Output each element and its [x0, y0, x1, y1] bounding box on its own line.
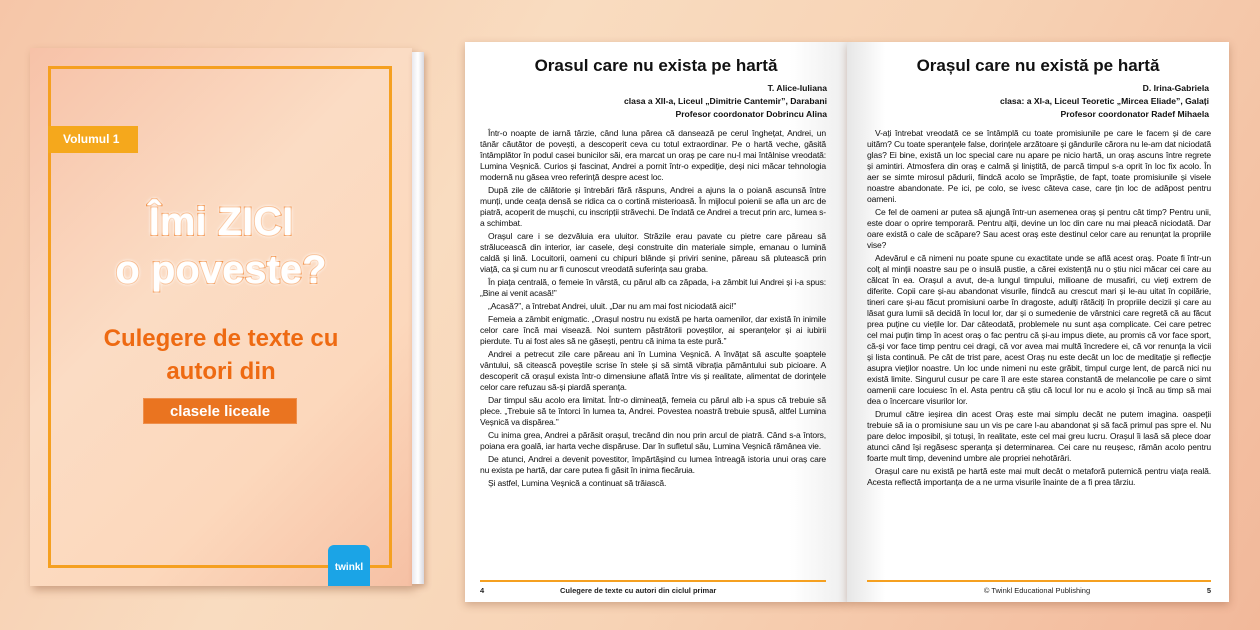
- cover-subtitle-line2: autori din: [166, 358, 276, 385]
- cover-title-line1: Îmi ZICI: [148, 200, 294, 244]
- volume-tag: Volumul 1: [48, 126, 138, 153]
- twinkl-logo: twinkl: [328, 545, 370, 586]
- paragraph: De atunci, Andrei a devenit povestitor, împărtășind cu lumea întreagă istoria unui oraș care nu exista pe hartă, dar care putea fi găsit în inima fiecăruia.: [480, 454, 826, 475]
- book-cover: [30, 48, 412, 586]
- story-body: [480, 128, 826, 491]
- paragraph: Femeia a zâmbit enigmatic. „Orașul nostru nu există pe harta oamenilor, dar există în inimile celor care încă mai visează. Noi suntem păstrătorii poveștilor, ai speranțelor și ai iubirii pierdute. Tu ai fost ales să ne găsești, pentru că inima ta este pură.”: [480, 314, 826, 346]
- paragraph: Dar timpul său acolo era limitat. Într-o dimineață, femeia cu părul alb i-a spus că trebuie să plece. „Trebuie să te întorci în lumea ta, Andrei. Povestea noastră trebuie spusă, altfel Lumina Veșnică va dispărea.”: [480, 395, 826, 427]
- page-number: 5: [1206, 586, 1211, 595]
- paragraph: Adevărul e că nimeni nu poate spune cu exactitate unde se află acest oraș. Poate fi într-un colț al minții noastre sau pe o insulă pustie, a cărei existență nu o știu nici măcar cei care au călcat în ea. Orașul a avut, de-a lungul timpului, milioane de musafiri, cu vieți extrem de diferite. Copii care și-au abandonat visurile, fiindcă au crescut mari și le-au uitat în copilărie, tineri care și-au făcut promisiuni oarbe în dragoste, adulți rătăciți în propriile decizii și care au lăsat gura lumii să decidă în locul lor, dar și o sumedenie de vârstnici care regretă că au făcut prea puține cu viețile lor. Dar câteodată, problemele nu sunt așa complicate. Cei care petrec cel mai puțin timp în acest oraș o fac pentru că și-au impus diete, au promis că vor face sport, că-și vor face timp pentru cei dragi, că vor avea mai multă încredere ei, că vor renunța la vicii și lista continuă. Pe cât de trist pare, acest Oraș nu este decât un loc de meditație și reflecție asupra vieților noastre. Un loc unde nimeni nu este grăbit, timpul curge lent, de parcă nici nu există limite. Singurul cusur pe care îl are este starea constantă de melancolie pe care o simt oamenii care locuiesc în el. Asta pentru că știu că locul lor nu e acolo și încă au timp să mai dea o încercare visurilor lor.: [867, 253, 1211, 406]
- paragraph: După zile de călătorie și întrebări fără răspuns, Andrei a ajuns la o poiană ascunsă între munți, unde ceața densă se ridica ca o cortină misterioasă. În mijlocul poienii se afla un arc de piatră, acoperit de mușchi, cu inscripții străvechi. De îndată ce Andrei a trecut prin arc, lumea s-a schimbat.: [480, 185, 826, 228]
- paragraph: Într-o noapte de iarnă târzie, când luna părea că dansează pe cerul înghețat, Andrei, un tânăr căutător de povești, a descoperit ceva cu totul extraordinar. Pe o hartă veche, găsită întâmplător în podul casei bunicilor săi, era marcat un oraș pe care nu-l mai întâlnise vreodată: Lumina Veșnică. Curios și fascinat, Andrei a pornit într-o expediție, deși nici măcar tehnologia modernă nu găsea vreo referință despre acest loc.: [480, 128, 826, 182]
- author-class: clasa: a XI-a, Liceul Teoretic „Mircea Eliade”, Galați: [999, 96, 1209, 106]
- book-pages-edge: [412, 52, 424, 584]
- paragraph: „Acasă?”, a întrebat Andrei, uluit. „Dar nu am mai fost niciodată aici!”: [488, 301, 737, 311]
- footer-divider: [480, 580, 826, 582]
- paragraph: V-ați întrebat vreodată ce se întâmplă cu toate promisiunile pe care le facem și de care uităm? Cu toate speranțele false, dorințele arzătoare și gândurile cărora nu le-am dat niciodată glas? Ei bine, există un loc special care nu apare pe nicio hartă, un oraș ascuns între regrete și amintiri. Atmosfera din oraș e calmă și liniștită, de parcă timpul s-a oprit în loc fix acolo. În aer se simte mirosul pădurii, fiindcă acolo se împrăștie, de fapt, toate promisiunile și visele noastre abandonate. Pe ici, pe colo, se ivesc câteva case, care țin loc de adăpost pentru oameni.: [867, 128, 1211, 204]
- author-class: clasa a XII-a, Liceul „Dimitrie Cantemir”, Darabani: [624, 96, 827, 106]
- page-footer: Culegere de texte cu autori din ciclul primar: [560, 586, 717, 595]
- page-number: 4: [480, 586, 485, 595]
- left-page: [465, 42, 847, 602]
- right-page: [847, 42, 1229, 602]
- author-block: [624, 82, 827, 121]
- paragraph: Orașul care i se dezvăluia era uluitor. Străzile erau pavate cu pietre care păreau să strălucească din interior, iar casele, deși construite din materiale simple, emanau o lumină caldă și lină. Locuitorii, oameni cu chipuri blânde și priviri senine, păreau să plutească prin viață, ca și cum nu ar fi cunoscut vreodată suferința sau graba.: [480, 231, 826, 274]
- page-title: Orașul care nu există pe hartă: [916, 56, 1160, 75]
- paragraph: Drumul către ieșirea din acest Oraș este mai simplu decât ne putem imagina. oaspeții trebuie să ia o promisiune sau un vis pe care l-au abandonat și să facă primul pas spre el. Nu pare deloc imposibil, și totuși, în realitate, este cel mai greu lucru. Orașul îi lasă să plece doar atunci când își regăsesc speranța și determinarea. Cei care nu reușesc, rămân acolo pentru foarte mult timp, devenind umbre ale propriei nehotărâri.: [867, 409, 1211, 463]
- page-footer: © Twinkl Educational Publishing: [983, 586, 1091, 595]
- paragraph: Andrei a petrecut zile care păreau ani în Lumina Veșnică. A învățat să asculte șoaptele vântului, să citească poveștile scrise în stele și să simtă vibrația pământului sub picioare. A descoperit că orașul exista într-o dimensiune aflată între vis și realitate, alimentat de dorințele celor care refuzau să-și piardă speranța.: [480, 349, 826, 392]
- author-name: T. Alice-Iuliana: [767, 83, 827, 93]
- cover-subtitle-line1: Culegere de texte cu: [103, 325, 339, 352]
- page-title: Orasul care nu exista pe hartă: [534, 56, 778, 75]
- author-name: D. Irina-Gabriela: [1142, 83, 1209, 93]
- author-block: [1000, 82, 1209, 121]
- paragraph: Orașul care nu există pe hartă este mai mult decât o metaforă puternică pentru viața reală. Acesta reflectă importanța de a ne urma visurile înainte de a fi prea târziu.: [867, 466, 1211, 487]
- story-body: [867, 128, 1211, 490]
- paragraph: Și astfel, Lumina Veșnică a continuat să trăiască.: [488, 478, 667, 488]
- paragraph: În piața centrală, o femeie în vârstă, cu părul alb ca zăpada, i-a zâmbit lui Andrei și i-a spus: „Bine ai venit acasă!”: [480, 277, 826, 298]
- footer-divider: [867, 580, 1211, 582]
- author-teacher: Profesor coordonator Dobrincu Alina: [675, 109, 827, 119]
- paragraph: Ce fel de oameni ar putea să ajungă într-un asemenea oraș și pentru cât timp? Pentru unii, este doar o oprire temporară. Pentru alții, devine un loc din care nu mai pleacă niciodată. Dar oare există o cale de scăpare? Sau acest oraș este destinul celor care au renunțat la propriile vise?: [867, 207, 1211, 250]
- author-teacher: Profesor coordonator Radef Mihaela: [1060, 109, 1209, 119]
- cover-badge: clasele liceale: [143, 398, 297, 424]
- paragraph: Cu inima grea, Andrei a părăsit orașul, trecând din nou prin arcul de piatră. Când s-a întors, poiana era goală, iar harta veche dispăruse. Dar în sufletul său, Lumina Veșnică rămânea vie.: [480, 430, 826, 451]
- cover-title-line2: o poveste?: [115, 248, 327, 292]
